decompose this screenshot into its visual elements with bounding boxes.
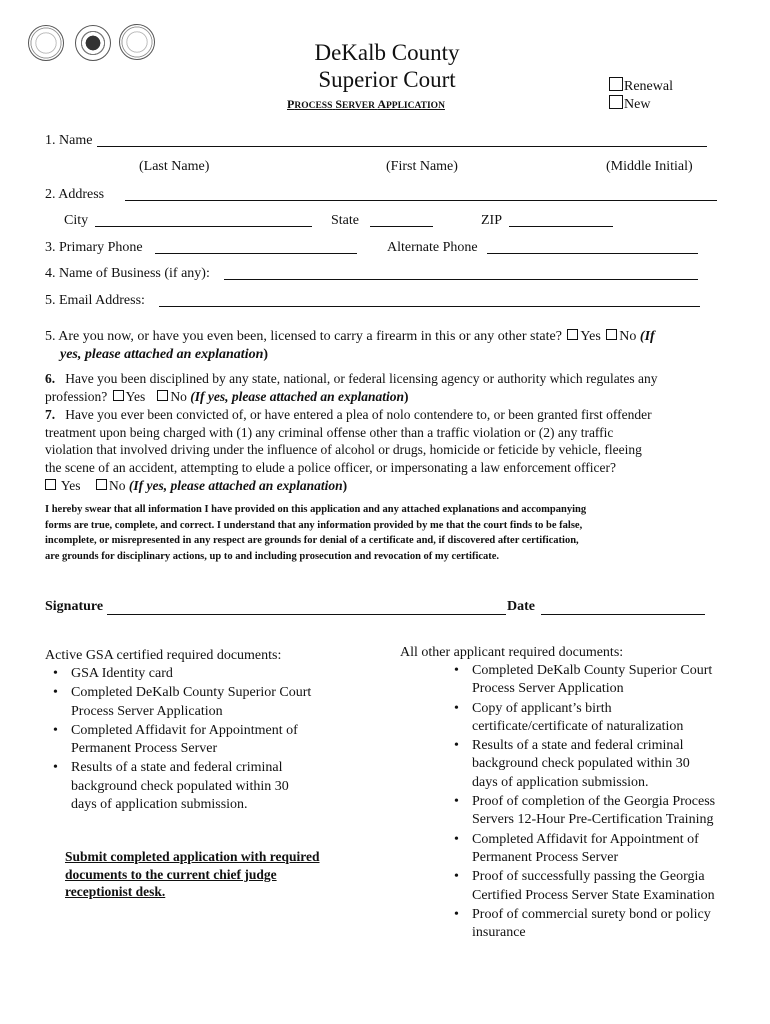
question-convicted: 7. Have you ever been convicted of, or have entered a plea of nolo contendere to, or been granted first offender treatment upon being charged with (1) any criminal offense other than a traffic violation or (2) any traffic violation that involved driving under the influence of alcohol or drugs, homicide or feticide by vehicle, fleeing the scene of an accident, attempting to elude a police officer, or impersonating a law enforcement officer? Yes No (If yes, please attached an explanation) bbox=[45, 406, 745, 495]
list-item-text: Results of a state and federal criminal bbox=[472, 738, 684, 754]
title-line-2: Superior Court bbox=[318, 67, 456, 92]
dekalb-county-seal-icon bbox=[119, 24, 155, 60]
renewal-option[interactable] bbox=[609, 77, 673, 95]
disciplined-yes-label: Yes bbox=[125, 388, 146, 404]
list-item-text: Proof of commercial surety bond or policy bbox=[472, 906, 711, 922]
question-firearm bbox=[45, 328, 735, 345]
q6-number: 6. bbox=[45, 371, 56, 386]
list-item bbox=[45, 759, 375, 814]
subtitle-s: S bbox=[335, 97, 343, 111]
firearm-no-label: No bbox=[619, 329, 637, 344]
list-item-text: Servers 12-Hour Pre-Certification Training bbox=[472, 812, 714, 828]
page-title bbox=[257, 39, 517, 93]
oath-line-1: I hereby swear that all information I have provided on this application and any attached explanations and accompanying bbox=[45, 504, 587, 515]
list-item-text: Completed DeKalb County Superior Court bbox=[71, 685, 312, 701]
list-item-text: days of application submission. bbox=[472, 774, 649, 790]
primary-phone-field[interactable] bbox=[155, 253, 357, 254]
new-label: New bbox=[624, 97, 651, 112]
city-label: City bbox=[64, 213, 89, 228]
list-item-text: Copy of applicant’s birth bbox=[472, 700, 612, 716]
bullet-icon: • bbox=[454, 831, 459, 847]
list-item-text: Proof of completion of the Georgia Process bbox=[472, 794, 716, 810]
alternate-phone-field[interactable] bbox=[487, 253, 698, 254]
title-line-1: DeKalb County bbox=[314, 40, 460, 65]
new-checkbox[interactable] bbox=[609, 95, 623, 109]
subtitle-rocess: ROCESS bbox=[294, 101, 333, 111]
convicted-yes-label: Yes bbox=[60, 478, 81, 493]
address-label: 2. Address bbox=[45, 187, 105, 202]
firearm-yes-checkbox[interactable] bbox=[567, 329, 578, 340]
disciplined-no-checkbox[interactable] bbox=[157, 390, 168, 401]
list-item bbox=[45, 722, 375, 759]
last-name-caption: (Last Name) bbox=[139, 159, 210, 174]
bullet-icon: • bbox=[454, 700, 459, 716]
business-field[interactable] bbox=[224, 279, 698, 280]
oath-line-4: are grounds for disciplinary actions, up to and including prosecution and revocation of my certificate. bbox=[45, 550, 500, 562]
first-name-caption: (First Name) bbox=[386, 159, 458, 174]
bullet-icon: • bbox=[53, 760, 58, 776]
q7-text-line1: Have you ever been convicted of, or have entered a plea of nolo contendere to, or been granted first offender bbox=[65, 407, 652, 422]
bullet-icon: • bbox=[53, 666, 58, 681]
convicted-no-checkbox[interactable] bbox=[96, 479, 107, 490]
zip-label: ZIP bbox=[481, 213, 502, 228]
firearm-note-start: (If bbox=[639, 329, 655, 344]
list-item-text: Permanent Process Server bbox=[71, 741, 218, 757]
q7-number: 7. bbox=[45, 407, 56, 422]
list-item bbox=[446, 662, 750, 699]
list-item-text: Completed DeKalb County Superior Court bbox=[472, 663, 713, 678]
city-field[interactable] bbox=[95, 226, 312, 227]
list-item-text: Proof of successfully passing the Georgia bbox=[472, 869, 705, 885]
bullet-icon: • bbox=[454, 663, 459, 678]
name-field[interactable] bbox=[97, 146, 707, 147]
bullet-icon: • bbox=[454, 738, 459, 754]
list-item bbox=[446, 831, 750, 868]
name-label bbox=[45, 132, 92, 149]
renewal-label: Renewal bbox=[624, 79, 673, 94]
q6-text-line1: Have you been disciplined by any state, national, or federal licensing agency or authority which regulates any bbox=[65, 371, 658, 386]
subtitle-a: A bbox=[377, 97, 386, 111]
list-item-text: insurance bbox=[472, 925, 526, 941]
q7-text-line2: treatment upon being charged with (1) any criminal offense other than a traffic violation or (2) any traffic bbox=[45, 424, 614, 440]
georgia-state-seal-icon bbox=[28, 25, 64, 61]
submit-line-1: Submit completed application with required bbox=[65, 849, 320, 864]
subtitle-pplication: PPLICATION bbox=[385, 101, 445, 111]
firearm-note-text: yes, please attached an explanation bbox=[60, 347, 264, 362]
subtitle-erver: ERVER bbox=[342, 101, 375, 111]
subtitle-p: P bbox=[287, 97, 295, 111]
list-item-text: days of application submission. bbox=[71, 797, 248, 813]
question-disciplined: 6. Have you been disciplined by any state, national, or federal licensing agency or authority which regulates any profession? Yes No (If yes, please attached an explanation) bbox=[45, 371, 658, 404]
bullet-icon: • bbox=[53, 722, 58, 738]
list-item-text: Certified Process Server State Examination bbox=[472, 887, 715, 903]
gsa-documents-list bbox=[45, 665, 375, 814]
other-documents-heading: All other applicant required documents: bbox=[400, 645, 624, 660]
name-label-text: 1. Name bbox=[45, 133, 93, 148]
q7-text-line3: violation that involved driving under the influence of alcohol or drugs, homicide or feticide by vehicle, fleeing bbox=[45, 442, 642, 457]
bullet-icon: • bbox=[53, 685, 58, 701]
list-item bbox=[446, 793, 750, 830]
submit-line-3: receptionist desk. bbox=[65, 884, 166, 899]
court-seal-icon bbox=[75, 25, 111, 61]
new-option[interactable] bbox=[609, 95, 650, 113]
email-label: 5. Email Address: bbox=[45, 293, 145, 308]
list-item-text: Completed Affidavit for Appointment of bbox=[71, 722, 298, 738]
bullet-icon: • bbox=[454, 869, 459, 885]
middle-initial-caption: (Middle Initial) bbox=[606, 159, 693, 174]
renewal-checkbox[interactable] bbox=[609, 77, 623, 91]
list-item bbox=[446, 737, 750, 792]
list-item bbox=[45, 665, 375, 683]
state-field[interactable] bbox=[370, 226, 433, 227]
submit-line-2: documents to the current chief judge bbox=[65, 866, 277, 882]
convicted-note: (If yes, please attached an explanation bbox=[128, 478, 343, 493]
list-item-text: Process Server Application bbox=[472, 681, 624, 697]
state-label: State bbox=[331, 213, 359, 228]
disciplined-no-label: No bbox=[170, 388, 187, 404]
form-subtitle bbox=[287, 97, 445, 112]
q6-text-line2: profession? bbox=[45, 388, 108, 404]
disciplined-note: (If yes, please attached an explanation bbox=[190, 388, 404, 404]
firearm-question-text: 5. Are you now, or have you even been, licensed to carry a firearm in this or any other state? bbox=[45, 329, 562, 344]
gsa-documents-heading: Active GSA certified required documents: bbox=[45, 648, 282, 663]
firearm-yes-label: Yes bbox=[580, 329, 601, 344]
list-item-text: background check populated within 30 bbox=[472, 756, 690, 772]
convicted-yes-checkbox[interactable] bbox=[45, 479, 56, 490]
email-field[interactable] bbox=[159, 306, 700, 307]
firearm-note-line: yes, please attached an explanation) bbox=[60, 347, 269, 362]
other-documents-section bbox=[400, 644, 750, 943]
list-item-text: GSA Identity card bbox=[71, 666, 173, 681]
business-label: 4. Name of Business (if any): bbox=[45, 266, 210, 281]
submit-instructions bbox=[65, 848, 320, 901]
gsa-documents-section bbox=[45, 647, 375, 815]
oath-statement bbox=[45, 502, 725, 564]
signature-field[interactable] bbox=[107, 614, 506, 615]
signature-label: Signature bbox=[45, 599, 104, 614]
oath-line-3: incomplete, or misrepresented in any respect are grounds for denial of a certificate and, if discovered after certification, bbox=[45, 535, 579, 546]
zip-field[interactable] bbox=[509, 226, 613, 227]
q7-text-line4: the scene of an accident, attempting to elude a police officer, or impersonating a law enforcement officer? bbox=[45, 459, 616, 475]
bullet-icon: • bbox=[454, 906, 459, 922]
list-item bbox=[446, 868, 750, 905]
list-item-text: background check populated within 30 bbox=[71, 778, 289, 794]
primary-phone-label: 3. Primary Phone bbox=[45, 240, 143, 255]
date-field[interactable] bbox=[541, 614, 705, 615]
list-item-text: certificate/certificate of naturalization bbox=[472, 718, 684, 734]
date-label: Date bbox=[507, 599, 535, 614]
disciplined-yes-checkbox[interactable] bbox=[113, 390, 124, 401]
firearm-no-checkbox[interactable] bbox=[606, 329, 617, 340]
address-field[interactable] bbox=[125, 200, 717, 201]
list-item-text: Completed Affidavit for Appointment of bbox=[472, 831, 699, 847]
list-item bbox=[446, 906, 750, 943]
convicted-no-label: No bbox=[109, 478, 126, 493]
list-item bbox=[45, 684, 375, 721]
other-documents-list bbox=[446, 662, 750, 942]
list-item-text: Process Server Application bbox=[71, 703, 223, 719]
list-item-text: Results of a state and federal criminal bbox=[71, 760, 283, 776]
alternate-phone-label: Alternate Phone bbox=[387, 240, 478, 255]
list-item bbox=[446, 700, 750, 737]
oath-line-2: forms are true, complete, and correct. I understand that any information provided by me that the court finds to be false, bbox=[45, 519, 583, 531]
bullet-icon: • bbox=[454, 794, 459, 810]
list-item-text: Permanent Process Server bbox=[472, 849, 619, 865]
